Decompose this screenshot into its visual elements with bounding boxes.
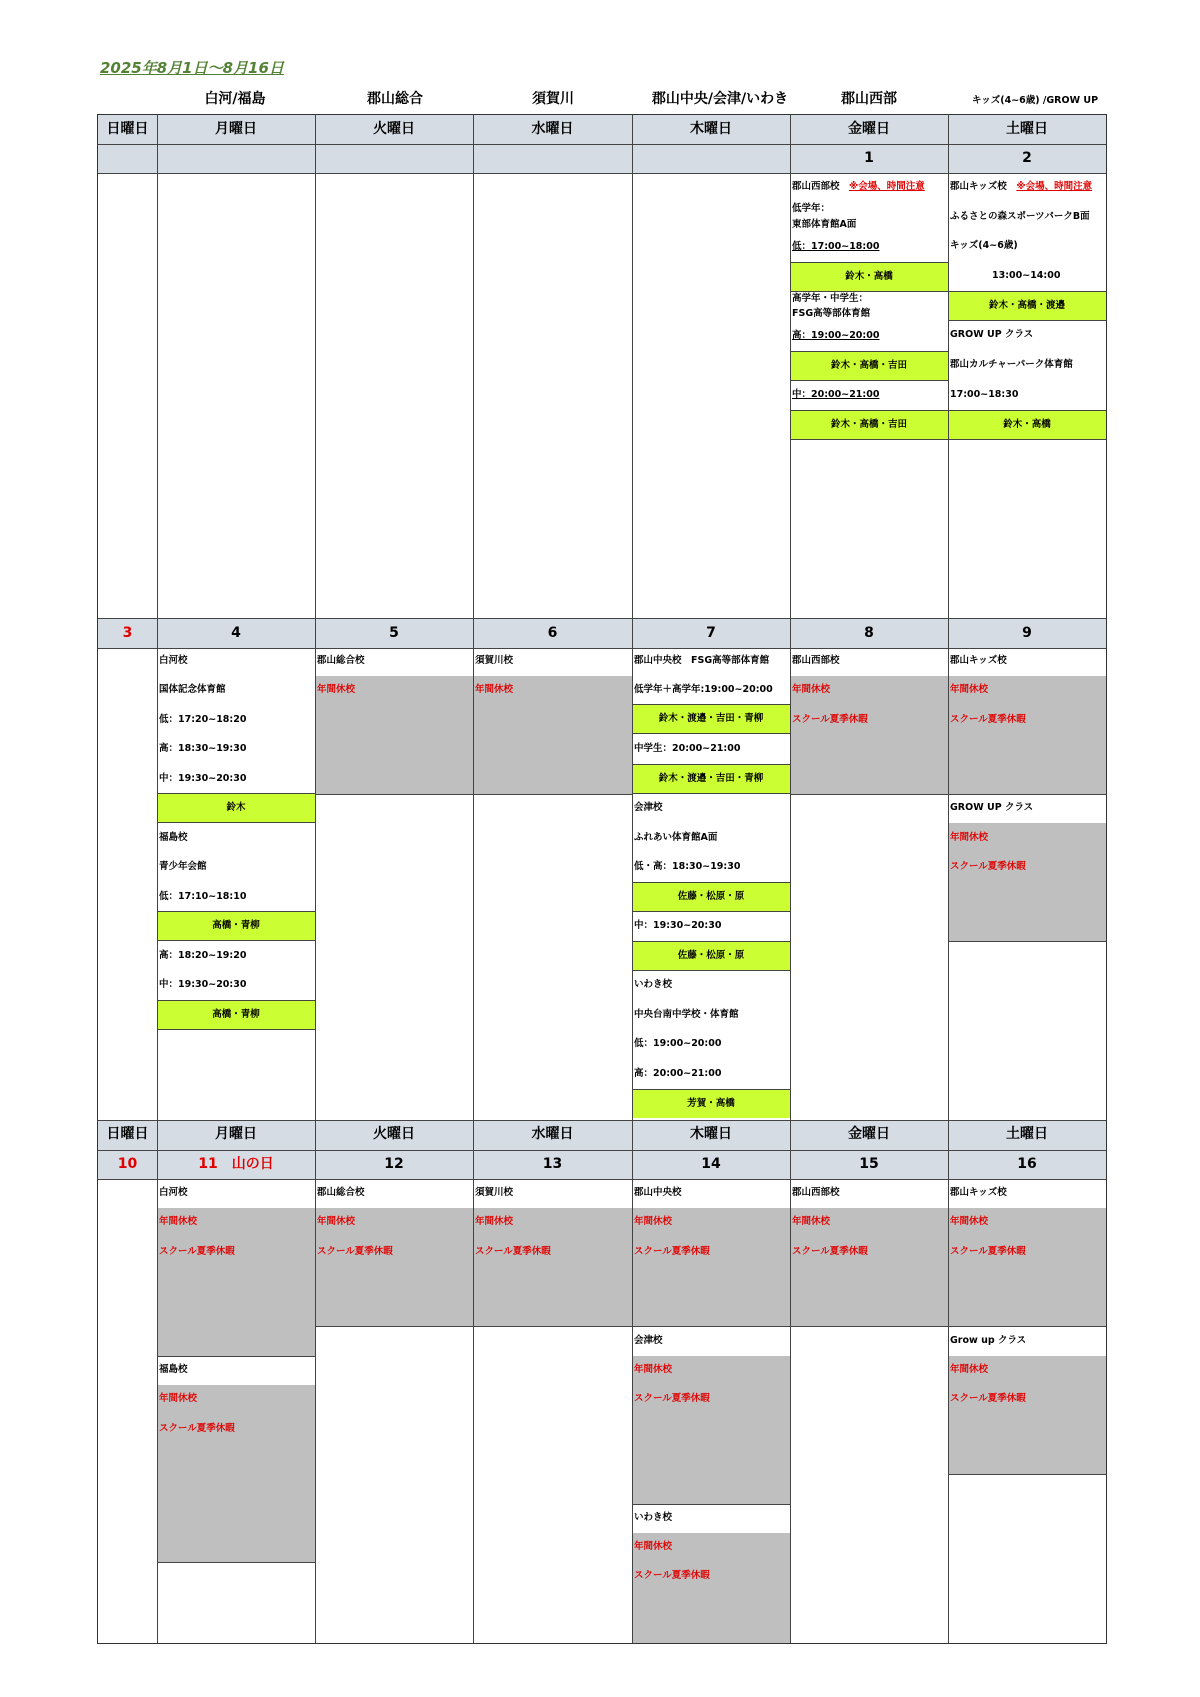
w1-sat-venue2: 郡山カルチャーパーク体育館 <box>950 359 1073 370</box>
w2-thu-t3: 低・高：18:30~19:30 <box>634 861 741 872</box>
grid-line <box>157 115 158 1643</box>
weekday-wed: 水曜日 <box>531 121 574 137</box>
w2-thu-t6: 高：20:00~21:00 <box>634 1068 722 1079</box>
w1-fri-group1: 低学年： <box>792 203 831 214</box>
w2-thu-venue3: 中央台南中学校・体育館 <box>634 1009 739 1020</box>
date-6: 6 <box>547 625 558 641</box>
cell-border <box>473 794 632 795</box>
w3-fri-school: 郡山西部校 <box>792 1187 840 1198</box>
cell-border <box>790 794 948 795</box>
w2-thu-t4: 中：19:30~20:30 <box>634 920 722 931</box>
w2-mon-t6: 中：19:30~20:30 <box>159 979 247 990</box>
w1-sat-staff2: 鈴木・高橋 <box>948 410 1106 440</box>
weekday-sat: 土曜日 <box>1006 121 1048 137</box>
w1-fri-time1: 低：17:00~18:00 <box>792 241 880 252</box>
w1-fri-staff1: 鈴木・高橋 <box>790 262 948 292</box>
weekday-tue: 火曜日 <box>373 121 415 137</box>
w1-sat-class1: キッズ(4~6歳) <box>950 240 1018 251</box>
date-16: 16 <box>1017 1156 1037 1172</box>
w3-tue-closed: 年間休校 <box>317 1216 356 1227</box>
w2-wed-closed: 年間休校 <box>475 684 514 695</box>
w2-sat-closed1: 年間休校 <box>950 684 989 695</box>
w2-sat-closed2: 年間休校 <box>950 832 989 843</box>
w3-sat-closed1: 年間休校 <box>950 1216 989 1227</box>
w3-mon-school2: 福島校 <box>159 1364 188 1375</box>
date-8: 8 <box>864 625 874 641</box>
w3-thu-school3: いわき校 <box>634 1512 673 1523</box>
date-1: 1 <box>864 150 874 166</box>
w2-thu-t2: 中学生：20:00~21:00 <box>634 743 741 754</box>
school-header-chuo: 郡山中央/会津/いわき <box>651 91 789 107</box>
w1-fri-time2: 高：19:00~20:00 <box>792 330 880 341</box>
school-header-shirakawa: 白河/福島 <box>204 91 266 107</box>
weekday2-tue: 火曜日 <box>373 1126 415 1142</box>
w3-thu-closed2: 年間休校 <box>634 1364 673 1375</box>
w3-mon-closed-box1 <box>157 1208 315 1356</box>
cell-border <box>157 1356 315 1357</box>
w1-sat-time2: 17:00~18:30 <box>950 389 1019 400</box>
w2-thu-staff3: 佐藤・松原・原 <box>632 882 790 912</box>
w3-mon-closed2: 年間休校 <box>159 1393 198 1404</box>
w2-mon-venue2: 青少年会館 <box>159 861 207 872</box>
w3-mon-closed-box2 <box>157 1385 315 1562</box>
w3-fri-summer: スクール夏季休暇 <box>792 1246 868 1257</box>
weekday2-sat: 土曜日 <box>1006 1126 1048 1142</box>
w2-thu-staff4: 佐藤・松原・原 <box>632 941 790 971</box>
w1-fri-group2: 高学年・中学生： <box>792 293 869 304</box>
grid-line <box>315 115 316 1643</box>
w1-sat-class2: GROW UP クラス <box>950 329 1034 340</box>
w1-sat-time1: 13:00~14:00 <box>992 270 1061 281</box>
cell-border <box>315 1326 473 1327</box>
cell-border <box>948 941 1106 942</box>
w2-sat-summer2: スクール夏季休暇 <box>950 861 1026 872</box>
w1-sat-staff1: 鈴木・高橋・渡邉 <box>948 291 1106 321</box>
w1-fri-venue1: 東部体育館A面 <box>792 219 857 230</box>
w3-mon-summer1: スクール夏季休暇 <box>159 1246 235 1257</box>
w2-thu-staff2: 鈴木・渡邉・吉田・青柳 <box>632 764 790 794</box>
grid-line <box>632 115 633 1643</box>
grid-line <box>98 144 1106 145</box>
cell-border <box>948 794 1106 795</box>
school-header-seibu: 郡山西部 <box>841 91 897 107</box>
w2-sat-school2: GROW UP クラス <box>950 802 1034 813</box>
cell-border <box>632 1326 790 1327</box>
w3-tue-summer: スクール夏季休暇 <box>317 1246 393 1257</box>
grid-line <box>98 1179 1106 1180</box>
w2-thu-staff5: 芳賀・高橋 <box>632 1089 790 1118</box>
cell-border <box>790 1326 948 1327</box>
w2-fri-summer: スクール夏季休暇 <box>792 714 868 725</box>
w3-sat-summer1: スクール夏季休暇 <box>950 1246 1026 1257</box>
grid-line <box>98 1150 1106 1151</box>
weekday-fri: 金曜日 <box>848 121 890 137</box>
w1-fri-staff2: 鈴木・高橋・吉田 <box>790 351 948 381</box>
w3-fri-closed: 年間休校 <box>792 1216 831 1227</box>
date-7: 7 <box>706 625 716 641</box>
w1-fri-staff3: 鈴木・高橋・吉田 <box>790 410 948 440</box>
w2-mon-t3: 中：19:30~20:30 <box>159 773 247 784</box>
cell-border <box>315 794 473 795</box>
date-4: 4 <box>231 625 241 641</box>
w2-mon-t5: 高：18:20~19:20 <box>159 950 247 961</box>
cell-border <box>473 1326 632 1327</box>
date-12: 12 <box>384 1156 404 1172</box>
w2-mon-t4: 低：17:10~18:10 <box>159 891 247 902</box>
weekday2-thu: 木曜日 <box>690 1126 732 1142</box>
school-header-sukagawa: 須賀川 <box>532 91 574 107</box>
weekday-mon: 月曜日 <box>215 121 257 137</box>
date-13: 13 <box>542 1156 563 1172</box>
w2-thu-staff1: 鈴木・渡邉・吉田・青柳 <box>632 704 790 734</box>
w3-thu-summer1: スクール夏季休暇 <box>634 1246 710 1257</box>
weekday-thu: 木曜日 <box>690 121 732 137</box>
cell-border <box>948 1474 1106 1475</box>
school-header-koriyama-sogo: 郡山総合 <box>367 91 423 107</box>
date-5: 5 <box>389 625 399 641</box>
w1-fri-school: 郡山西部校 ※会場、時間注意 <box>792 181 925 192</box>
w2-sat-school1: 郡山キッズ校 <box>950 655 1007 666</box>
date-11: 11 山の日 <box>198 1156 274 1172</box>
w3-wed-summer: スクール夏季休暇 <box>475 1246 551 1257</box>
w3-thu-school1: 郡山中央校 <box>634 1187 682 1198</box>
w2-mon-staff1: 鈴木 <box>157 793 315 823</box>
w2-fri-closed: 年間休校 <box>792 684 831 695</box>
grid-line <box>948 115 949 1643</box>
date-3: 3 <box>122 625 133 641</box>
w2-sat-summer1: スクール夏季休暇 <box>950 714 1026 725</box>
w2-thu-school2: 会津校 <box>634 802 663 813</box>
w2-wed-school: 須賀川校 <box>475 655 514 666</box>
w3-thu-summer3: スクール夏季休暇 <box>634 1570 710 1581</box>
w3-wed-school: 須賀川校 <box>475 1187 514 1198</box>
w2-mon-staff2: 高橋・青柳 <box>157 911 315 941</box>
w3-thu-school2: 会津校 <box>634 1335 663 1346</box>
w3-sat-closed2: 年間休校 <box>950 1364 989 1375</box>
w3-wed-closed: 年間休校 <box>475 1216 514 1227</box>
w3-thu-closed3: 年間休校 <box>634 1541 673 1552</box>
grid-line <box>98 618 1106 619</box>
w2-tue-closed: 年間休校 <box>317 684 356 695</box>
cell-border <box>948 1326 1106 1327</box>
w3-mon-school1: 白河校 <box>159 1187 188 1198</box>
w2-thu-school3: いわき校 <box>634 979 673 990</box>
grid-line <box>98 173 1106 174</box>
w2-mon-staff3: 高橋・青柳 <box>157 1000 315 1030</box>
weekday2-mon: 月曜日 <box>215 1126 257 1142</box>
w3-mon-closed1: 年間休校 <box>159 1216 198 1227</box>
w1-fri-venue2: FSG高等部体育館 <box>792 308 871 319</box>
grid-line <box>98 648 1106 649</box>
school-header-kids: キッズ(4~6歳) /GROW UP <box>971 95 1099 106</box>
cell-border <box>157 1562 315 1563</box>
date-15: 15 <box>859 1156 879 1172</box>
weekday2-fri: 金曜日 <box>848 1126 890 1142</box>
w2-fri-school: 郡山西部校 <box>792 655 840 666</box>
w2-mon-t1: 低：17:20~18:20 <box>159 714 247 725</box>
cell-border <box>632 1504 790 1505</box>
w3-thu-closed1: 年間休校 <box>634 1216 673 1227</box>
w3-thu-summer2: スクール夏季休暇 <box>634 1393 710 1404</box>
grid-line <box>473 115 474 1643</box>
w3-sat-school1: 郡山キッズ校 <box>950 1187 1007 1198</box>
w2-thu-venue2: ふれあい体育館A面 <box>634 832 718 843</box>
w1-fri-time3: 中：20:00~21:00 <box>792 389 880 400</box>
w2-mon-school1: 白河校 <box>159 655 188 666</box>
grid-line <box>98 1120 1106 1121</box>
w1-sat-venue1: ふるさとの森スポーツパークB面 <box>950 211 1090 222</box>
grid-line <box>790 115 791 1643</box>
page-title: 2025年8月1日～8月16日 <box>100 59 284 77</box>
w3-sat-school2: Grow up クラス <box>950 1335 1027 1346</box>
weekday-sun: 日曜日 <box>106 121 149 137</box>
w2-tue-school: 郡山総合校 <box>317 655 365 666</box>
date-10: 10 <box>117 1156 138 1172</box>
w3-mon-summer2: スクール夏季休暇 <box>159 1423 235 1434</box>
weekday2-sun: 日曜日 <box>106 1126 149 1142</box>
w2-mon-venue1: 国体記念体育館 <box>159 684 226 695</box>
w3-thu-closed-box2 <box>632 1356 790 1504</box>
w2-thu-t5: 低：19:00~20:00 <box>634 1038 722 1049</box>
weekday2-wed: 水曜日 <box>531 1126 574 1142</box>
date-9: 9 <box>1022 625 1032 641</box>
w3-sat-summer2: スクール夏季休暇 <box>950 1393 1026 1404</box>
w2-mon-t2: 高：18:30~19:30 <box>159 743 247 754</box>
date-2: 2 <box>1022 150 1032 166</box>
w2-mon-school2: 福島校 <box>159 832 188 843</box>
w3-tue-school: 郡山総合校 <box>317 1187 365 1198</box>
date-14: 14 <box>701 1156 721 1172</box>
w1-sat-school: 郡山キッズ校 ※会場、時間注意 <box>950 181 1093 192</box>
w2-thu-school1: 郡山中央校 FSG高等部体育館 <box>634 655 770 666</box>
w2-thu-t1: 低学年＋高学年:19:00~20:00 <box>634 684 773 695</box>
